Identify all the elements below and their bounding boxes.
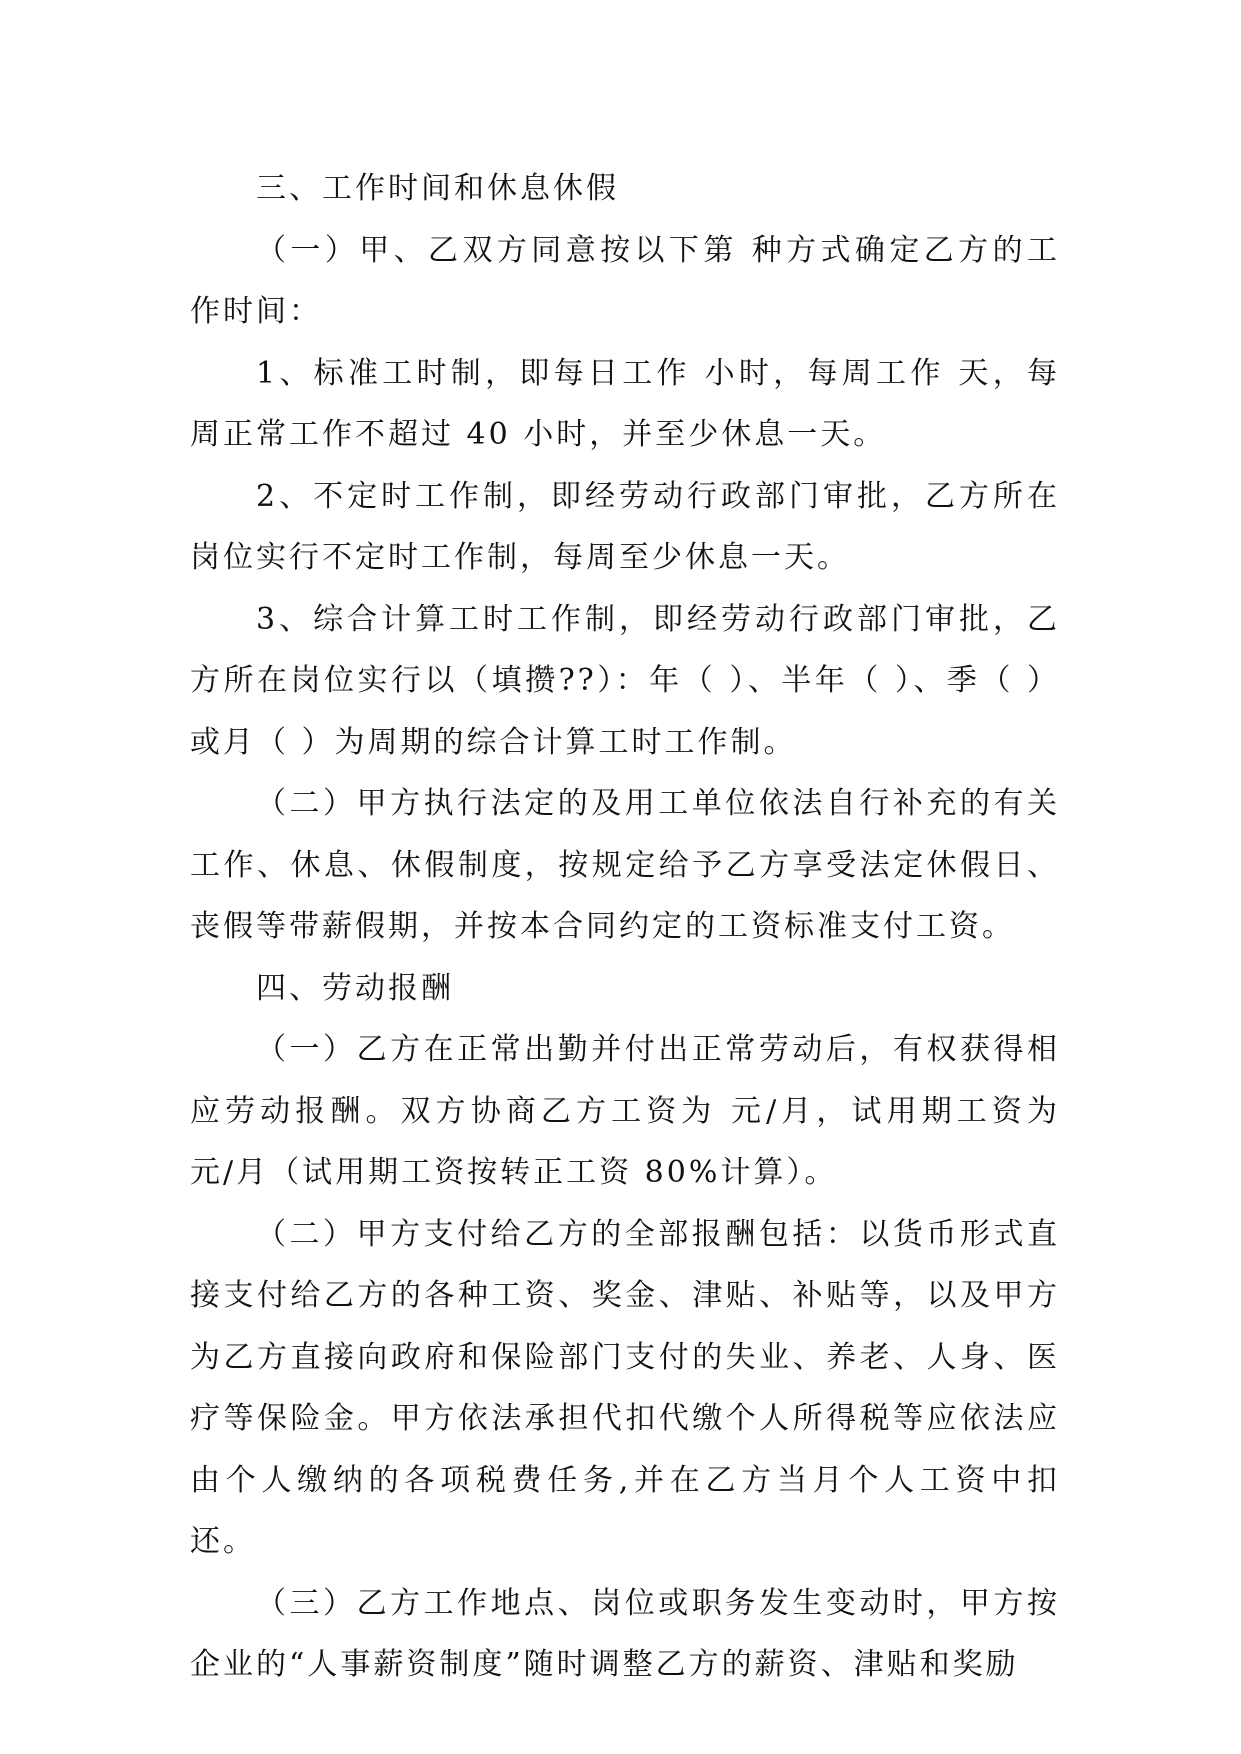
section-heading-remuneration: 四、劳动报酬	[256, 970, 454, 1006]
section-heading-work-time: 三、工作时间和休息休假	[256, 171, 619, 206]
paragraph-salary-adjustment: （三）乙方工作地点、岗位或职务发生变动时，甲方按企业的“人事薪资制度”随时调整乙方的薪资、津贴和奖励	[190, 1585, 1060, 1682]
paragraph-leave-policy: （二）甲方执行法定的及用工单位依法自行补充的有关工作、休息、休假制度，按规定给予乙方享受法定休假日、丧假等带薪假期，并按本合同约定的工资标准支付工资。	[190, 786, 1060, 944]
paragraph-flexible-hours: 2、不定时工作制，即经劳动行政部门审批，乙方所在岗位实行不定时工作制，每周至少休息一天。	[190, 478, 1060, 575]
paragraph-standard-hours: 1、标准工时制，即每日工作 小时，每周工作 天，每周正常工作不超过 40 小时，并至少休息一天。	[190, 355, 1060, 452]
paragraph-salary: （一）乙方在正常出勤并付出正常劳动后，有权获得相应劳动报酬。双方协商乙方工资为 元/月，试用期工资为 元/月（试用期工资按转正工资 80%计算）。	[190, 1032, 1060, 1190]
paragraph-work-time-method: （一）甲、乙双方同意按以下第 种方式确定乙方的工作时间：	[190, 232, 1060, 329]
paragraph-total-remuneration: （二）甲方支付给乙方的全部报酬包括：以货币形式直接支付给乙方的各种工资、奖金、津贴、补贴等，以及甲方为乙方直接向政府和保险部门支付的失业、养老、人身、医疗等保险金。甲方依法承担代扣代缴个人所得税等应依法应由个人缴纳的各项税费任务,并在乙方当月个人工资中扣还。	[190, 1216, 1060, 1559]
document-body	[190, 158, 1060, 1696]
paragraph-comprehensive-hours: 3、综合计算工时工作制，即经劳动行政部门审批，乙方所在岗位实行以（填攒??）：年（ ）、半年（ ）、季（ ）或月（ ）为周期的综合计算工时工作制。	[190, 601, 1060, 760]
